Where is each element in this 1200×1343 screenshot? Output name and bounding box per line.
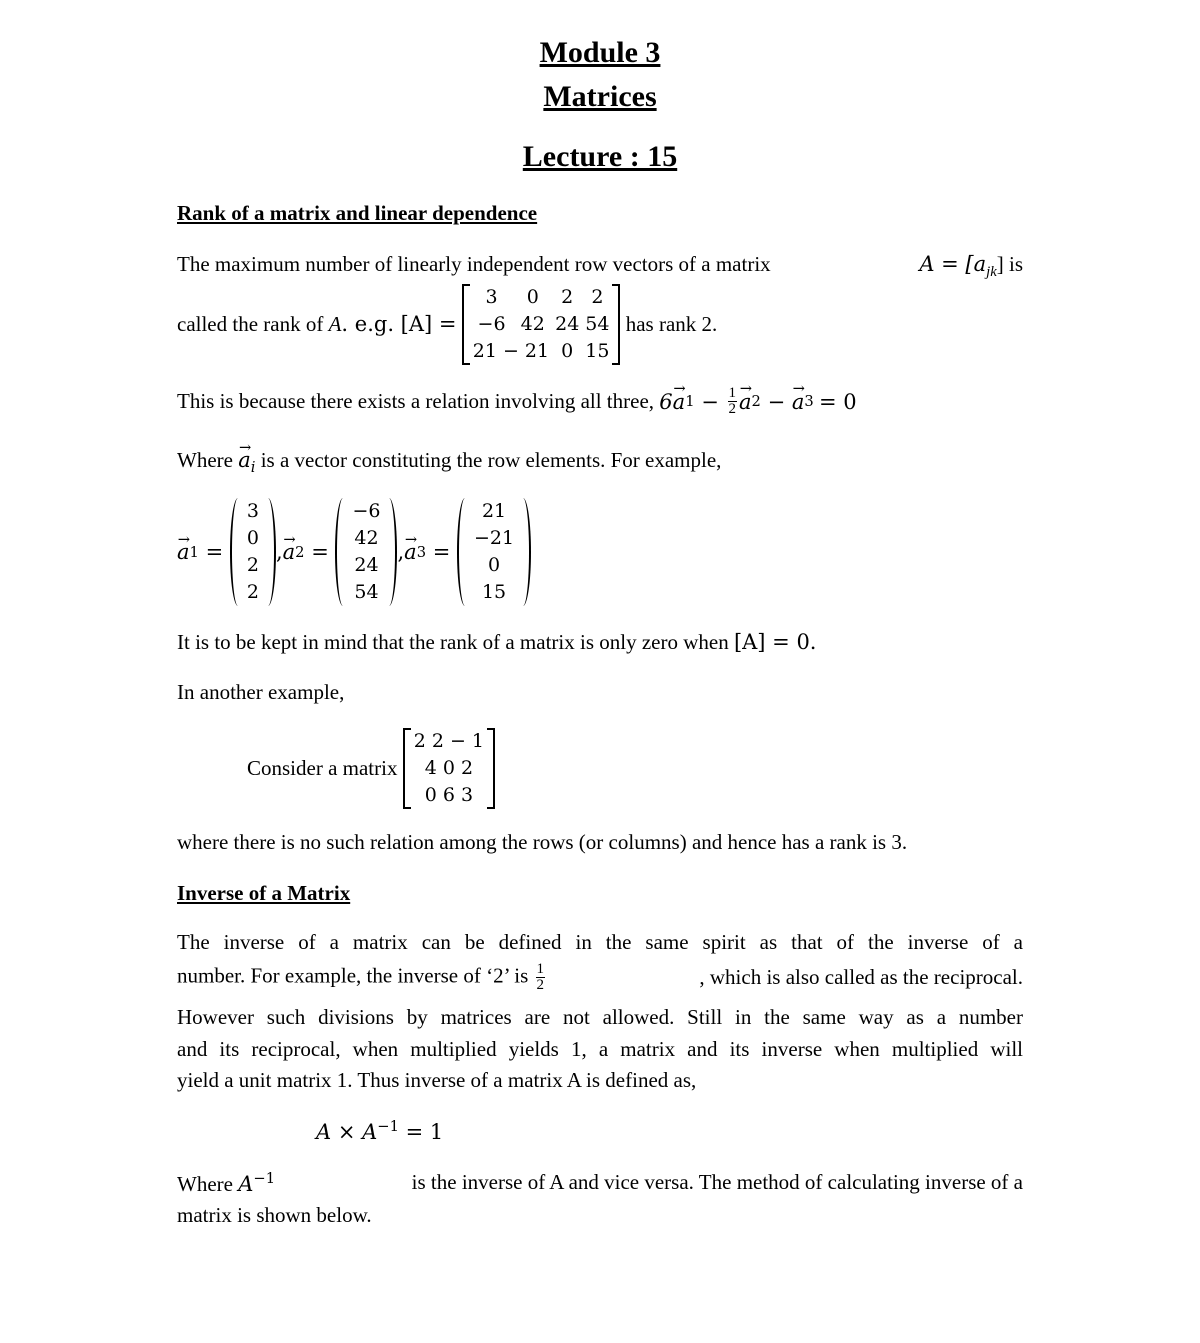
inverse-fraction: $\frac{1}{2}$ — [536, 961, 545, 993]
m1-cell: 42 — [520, 312, 545, 335]
rank-definition-line — [177, 252, 1023, 281]
rank-def-text: The maximum number of linearly independent row vectors of a matrix — [177, 252, 771, 276]
where-inverse-line1: Where $A^{-1}$ is the inverse of A and vice versa. The method of calculating inverse of a — [177, 1170, 1023, 1196]
v1-cell: 2 — [246, 554, 259, 576]
rank-example-pre: called the rank of — [177, 311, 324, 336]
m1-cell: 0 — [561, 339, 574, 362]
inverse-para-line1: The inverse of a matrix can be defined in the same spirit as that of the inverse of a — [177, 930, 1023, 954]
zero-rank-note: It is to be kept in mind that the rank of a matrix is only zero when [A] = 0. — [177, 630, 817, 654]
rank-example-A: A — [328, 311, 342, 336]
rank-example-post: has rank 2. — [625, 311, 718, 336]
inverse-para-line4: and its reciprocal, when multiplied yields 1, a matrix and its inverse when multiplied will — [177, 1037, 1023, 1061]
relation-text: This is because there exists a relation involving all three, — [177, 389, 655, 413]
zero-rank-math: [A] = 0. — [733, 630, 817, 654]
relation-zero: = 0 — [818, 389, 857, 414]
v3-cell: 15 — [481, 581, 507, 603]
inverse-para-line3: However such divisions by matrices are not allowed. Still in the same way as a number — [177, 1005, 1023, 1029]
consider-text: Consider a matrix — [247, 755, 398, 780]
another-example: In another example, — [177, 680, 345, 704]
inverse-para-line5: yield a unit matrix 1. Thus inverse of a matrix A is defined as, — [177, 1068, 697, 1092]
where-inverse-line2: matrix is shown below. — [177, 1203, 372, 1227]
v3-cell: 21 — [481, 500, 507, 522]
relation-line: This is because there exists a relation involving all three, 6 → a 1 − $\frac{1}{2}$ → a 2 − → a 3 = 0 — [177, 386, 857, 417]
m2-row: 4 0 2 — [424, 756, 474, 779]
v2-cell: −6 — [352, 500, 381, 522]
v3-cell: −21 — [474, 527, 515, 549]
m1-cell: 3 — [485, 285, 498, 308]
v1-cell: 2 — [246, 581, 259, 603]
no-relation-text: where there is no such relation among the rows (or columns) and hence has a rank is 3. — [177, 830, 908, 854]
module-title: Module 3 — [539, 36, 661, 69]
vector-a3 — [457, 498, 531, 606]
v2-cell: 42 — [354, 527, 379, 549]
consider-line — [247, 728, 495, 808]
rank-def-post: ] is — [996, 252, 1023, 276]
inverse-equation: $A \times A^{-1} = 1$ — [316, 1118, 444, 1144]
rank-def-sub: jk — [986, 264, 997, 281]
m1-cell: 54 — [585, 312, 610, 335]
v2-cell: 54 — [354, 581, 379, 603]
vector-a1 — [230, 498, 276, 606]
section-heading-rank: Rank of a matrix and linear dependence — [177, 201, 538, 225]
section-heading-inverse: Inverse of a Matrix — [177, 881, 351, 905]
m2-row: 2 2 − 1 — [413, 729, 485, 752]
rank-example-eg: . e.g. [A] = — [341, 312, 457, 336]
m2-row: 0 6 3 — [424, 783, 474, 806]
m1-cell: 2 — [591, 285, 604, 308]
v1-cell: 3 — [246, 500, 259, 522]
m1-cell: 15 — [585, 339, 610, 362]
m1-cell: 0 — [526, 285, 539, 308]
matrix-example-1 — [462, 284, 621, 365]
rank-example-line — [177, 283, 717, 365]
matrix-example-2 — [403, 728, 495, 809]
rank-def-math: A = [a — [919, 252, 987, 276]
m1-cell: 24 — [555, 312, 580, 335]
where-line: Where → $a_i$ is a vector constituting the row elements. For example, — [177, 448, 721, 476]
relation-coef: 6 — [659, 389, 673, 414]
vector-a2 — [335, 498, 397, 606]
subject-title: Matrices — [543, 80, 657, 113]
relation-fraction: $\frac{1}{2}$ — [728, 385, 736, 417]
m1-cell: −6 — [477, 312, 506, 335]
where-pre: Where — [177, 448, 233, 472]
v1-cell: 0 — [246, 527, 259, 549]
inverse-para-line2: number. For example, the inverse of ‘2’ is $\frac{1}{2}$ , which is also called as the reciprocal. — [177, 961, 1023, 993]
where-post: is a vector constituting the row elements. For example, — [260, 448, 722, 472]
lecture-title: Lecture : 15 — [522, 140, 678, 173]
m1-cell: 2 — [561, 285, 574, 308]
v2-cell: 24 — [354, 554, 379, 576]
m1-cell: 21 − 21 — [472, 339, 550, 362]
v3-cell: 0 — [488, 554, 501, 576]
vector-definitions: → a 1 = 3 0 2 2 , → a 2 = −6 42 24 54 , → a 3 = 21 −21 0 15 — [177, 496, 531, 608]
